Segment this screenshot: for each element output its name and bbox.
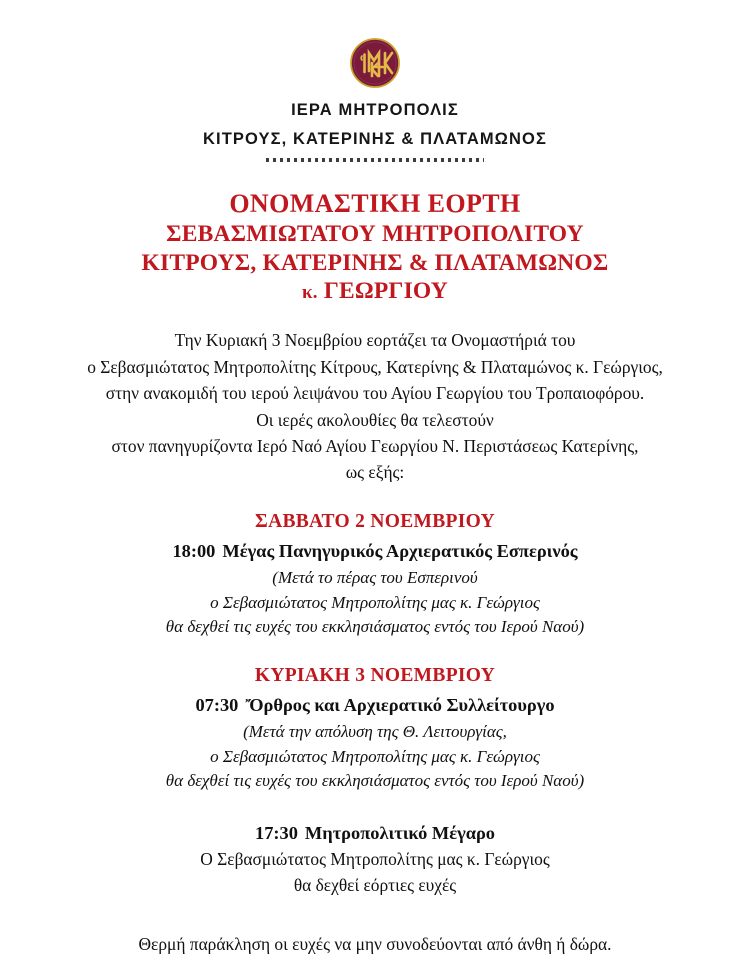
note-line-2: ο Σεβασμιώτατος Μητροπολίτης μας κ. Γεώργιος <box>210 746 540 766</box>
title-line-2: ΣΕΒΑΣΜΙΩΤΑΤΟΥ ΜΗΤΡΟΠΟΛΙΤΟΥ <box>166 221 584 248</box>
title-line-4 <box>142 278 609 305</box>
intro-line-1: Την Κυριακή 3 Νοεμβρίου εορτάζει τα Ονομαστήριά του <box>174 330 576 351</box>
page-title <box>142 189 609 305</box>
event-note-saturday <box>40 566 710 639</box>
intro-line-2: ο Σεβασμιώτατος Μητροπολίτης Κίτρους, Κατερίνης & Πλαταμώνος κ. Γεώργιος, <box>87 356 663 377</box>
day-heading-sunday: ΚΥΡΙΑΚΗ 3 ΝΟΕΜΒΡΙΟΥ <box>254 664 496 686</box>
intro-line-4: Οι ιερές ακολουθίες θα τελεστούν <box>256 409 494 430</box>
diocese-seal-icon <box>350 38 400 88</box>
note-line-2: ο Σεβασμιώτατος Μητροπολίτης μας κ. Γεώργιος <box>210 592 540 612</box>
note-line-3: θα δεχθεί τις ευχές του εκκλησιάσματος εντός του Ιερού Ναού) <box>165 617 585 637</box>
intro-line-5: στον πανηγυρίζοντα Ιερό Ναό Αγίου Γεωργίου Ν. Περιστάσεως Κατερίνης, <box>111 435 639 456</box>
diocese-seal-emblem <box>350 38 400 88</box>
masthead <box>40 0 710 162</box>
event-line-saturday <box>40 540 710 563</box>
note-line-1: (Μετά το πέρας του Εσπερινού <box>272 568 478 588</box>
reception-line-2: θα δεχθεί εόρτιες ευχές <box>293 874 457 895</box>
event-line-sunday <box>40 694 710 717</box>
note-line-1: (Μετά την απόλυση της Θ. Λειτουργίας, <box>243 722 507 742</box>
intro-paragraph <box>87 327 663 486</box>
event-title-sunday: Ὄρθρος και Αρχιερατικό Συλλείτουργο <box>245 695 555 716</box>
masthead-diocese-line1: ΙΕΡΑ ΜΗΤΡΟΠΟΛΙΣ <box>291 101 459 119</box>
title-honorific: κ. <box>302 281 318 303</box>
intro-line-6: ως εξής: <box>345 462 405 483</box>
intro-line-3: στην ανακομιδή του ιερού λειψάνου του Αγίου Γεωργίου του Τροπαιοφόρου. <box>105 383 645 404</box>
title-line-3: ΚΙΤΡΟΥΣ, ΚΑΤΕΡΙΝΗΣ & ΠΛΑΤΑΜΩΝΟΣ <box>141 249 609 276</box>
reception-line-1: Ο Σεβασμιώτατος Μητροπολίτης μας κ. Γεώργιος <box>200 849 550 870</box>
event-line-reception <box>40 822 710 845</box>
title-line-1: ΟΝΟΜΑΣΤΙΚΗ ΕΟΡΤΗ <box>229 189 521 219</box>
event-time-sunday: 07:30 <box>195 695 239 716</box>
footer-request-note: Θερμή παράκληση οι ευχές να μην συνοδεύονται από άνθη ή δώρα. <box>138 933 612 954</box>
reception-detail <box>40 847 710 897</box>
schedule-section-sunday <box>40 664 710 794</box>
event-time-reception: 17:30 <box>255 823 298 844</box>
schedule-section-saturday <box>40 510 710 640</box>
note-line-3: θα δεχθεί τις ευχές του εκκλησιάσματος εντός του Ιερού Ναού) <box>165 771 585 790</box>
event-title-saturday: Μέγας Πανηγυρικός Αρχιερατικός Εσπερινός <box>222 541 578 562</box>
event-time-saturday: 18:00 <box>172 541 216 562</box>
day-heading-saturday: ΣΑΒΒΑΤΟ 2 ΝΟΕΜΒΡΙΟΥ <box>255 510 495 532</box>
schedule-section-reception <box>40 815 710 897</box>
masthead-diocese-line2: ΚΙΤΡΟΥΣ, ΚΑΤΕΡΙΝΗΣ & ΠΛΑΤΑΜΩΝΟΣ <box>203 129 547 148</box>
title-bishop-name: ΓΕΩΡΓΙΟΥ <box>323 277 448 304</box>
event-note-sunday <box>40 720 710 793</box>
event-title-reception: Μητροπολιτικό Μέγαρο <box>304 823 495 844</box>
dotted-rule-divider <box>266 158 484 162</box>
